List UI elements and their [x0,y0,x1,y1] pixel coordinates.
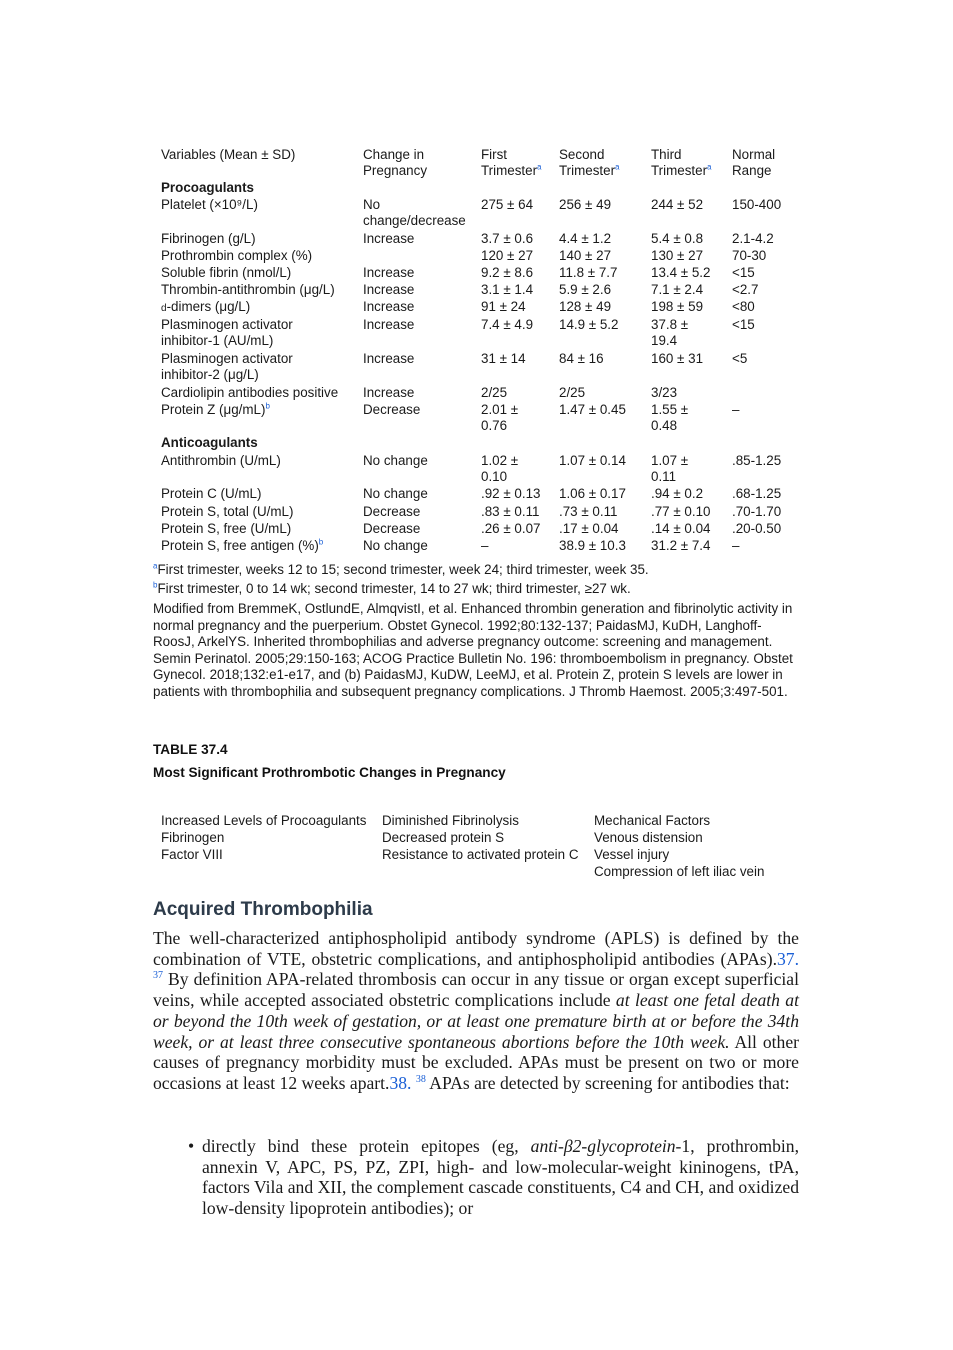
footnote-a-ref: a [707,162,712,172]
row-first: 2.01 ± [481,402,519,417]
row-second: 1.47 ± 0.45 [559,402,626,417]
footnote-a: $^a$First trimester, weeks 12 to 15; second trimester, week 24; third trimester, week 35. [153,561,649,577]
section-procoagulants: Procoagulants [161,180,255,195]
row-first: .92 ± 0.13 [481,486,541,501]
header-third-line1: Third [651,147,682,162]
table-source-note: Modified from BremmeK, OstlundE, AlmqvistI, et al. Enhanced thrombin generation and fibrinolytic activity in normal pregnancy and the puerperium. Obstet Gynecol. 1992;80:132-137; PaidasMJ, KuDH, Langhoff-RoosJ, ArkelYS. Inherited thrombophilias and adverse pregnancy outcome: screening and management. Semin Perinatol. 2005;29:150-163; ACOG Practice Bulletin No. 196: thromboembolism in pregnancy. Obstet Gynecol. 2018;132:e1-e17, and (b) PaidasMJ, KuDW, LeeMJ, et al. Protein Z, protein S levels are lower in patients with thrombophilia and subsequent pregnancy complications. J Thromb Haemost. 2005;3:497-501. [153,601,793,699]
row-normal: <80 [732,299,755,314]
row-change: Increase [363,282,415,297]
cell: Venous distension [594,830,703,845]
row-third: 3/23 [651,385,678,400]
column-procoagulants [161,812,366,863]
cell: Factor VIII [161,847,223,862]
row-first: 0.76 [481,418,508,433]
row-first: 7.4 ± 4.9 [481,317,534,332]
row-second: 38.9 ± 10.3 [559,538,626,553]
row-second: 1.07 ± 0.14 [559,453,626,468]
row-label: inhibitor-1 (AU/mL) [161,333,274,348]
row-normal: 150-400 [732,197,782,212]
row-first: 3.7 ± 0.6 [481,231,534,246]
row-normal: <2.7 [732,282,759,297]
body-paragraph: The well-characterized antiphospholipid antibody syndrome (APLS) is defined by the combination of VTE, obstetric complications, and antiphospholipid antibodies (APAs).37. $^{37}$ By definition APA-related thrombosis can occur in any tissue or organ except superficial veins, while accepted associated obstetric complications include at least one fetal death at or beyond the 10th week of gestation, or at least one premature birth at or before the 34th week, or at least three consecutive spontaneous abortions before the 10th week. All other causes of pregnancy morbidity must be excluded. APAs must be present on two or more occasions at least 12 weeks apart.38. $^{38}$ APAs are detected by screening for antibodies that: [153,928,799,1093]
cell: Resistance to activated protein C [382,847,579,862]
row-normal: .70-1.70 [732,504,782,519]
row-third: 244 ± 52 [651,197,704,212]
row-first: 31 ± 14 [481,351,526,366]
header-normal-line2: Range [732,163,772,178]
row-second: 256 ± 49 [559,197,612,212]
reference-superscript: 38 [415,1074,426,1086]
row-normal: <15 [732,317,755,332]
cell: Vessel injury [594,847,670,862]
row-label: Platelet (×10⁹/L) [161,197,258,212]
row-second: .17 ± 0.04 [559,521,619,536]
row-label: d-dimers (μg/L) [161,299,251,314]
section-anticoagulants: Anticoagulants [161,435,258,450]
row-first: 91 ± 24 [481,299,526,314]
row-change: Decrease [363,504,421,519]
row-change: No change [363,486,428,501]
header-first-line2: Trimester$^a$ [481,162,542,178]
cell: Fibrinogen [161,830,225,845]
row-third: 130 ± 27 [651,248,704,263]
footnote-a-ref: a [537,162,542,172]
header-variables: Variables (Mean ± SD) [161,147,296,162]
row-label: Protein S, total (U/mL) [161,504,294,519]
row-normal: – [732,538,740,553]
row-normal: .20-0.50 [732,521,782,536]
column-fibrinolysis [382,812,579,863]
row-change: Increase [363,231,415,246]
row-label: Plasminogen activator [161,351,293,366]
footnote-b: $^b$First trimester, 0 to 14 wk; second trimester, 14 to 27 wk; third trimester, ≥27 wk. [153,580,631,596]
row-third: 19.4 [651,333,678,348]
header-second-line2: Trimester$^a$ [559,162,620,178]
row-label: Thrombin-antithrombin (μg/L) [161,282,335,297]
row-first: 1.02 ± [481,453,519,468]
row-first: .83 ± 0.11 [481,504,540,519]
bullet-list-item [188,1136,799,1219]
row-third: 31.2 ± 7.4 [651,538,711,553]
row-change: Increase [363,385,415,400]
row-normal: .85-1.25 [732,453,782,468]
header-second-line1: Second [559,147,605,162]
row-label: Soluble fibrin (nmol/L) [161,265,292,280]
row-label: Fibrinogen (g/L) [161,231,256,246]
row-change: Decrease [363,521,421,536]
table-label: TABLE 37.4 [153,742,228,757]
row-third: 1.55 ± [651,402,689,417]
row-change: Increase [363,317,415,332]
row-label: inhibitor-2 (μg/L) [161,367,259,382]
row-second: 5.9 ± 2.6 [559,282,612,297]
row-change: No [363,197,381,212]
reference-superscript: 37 [153,970,163,982]
row-third: .14 ± 0.04 [651,521,711,536]
row-third: 1.07 ± [651,453,689,468]
row-label: Protein C (U/mL) [161,486,262,501]
row-first: 120 ± 27 [481,248,534,263]
row-normal: 70-30 [732,248,767,263]
row-third: 37.8 ± [651,317,689,332]
cell-header: Diminished Fibrinolysis [382,813,519,828]
row-first: .26 ± 0.07 [481,521,541,536]
bullet-icon: • [188,1136,195,1156]
row-second: 11.8 ± 7.7 [559,265,618,280]
row-third: 160 ± 31 [651,351,704,366]
row-change: Increase [363,351,415,366]
row-change: change/decrease [363,213,466,228]
row-normal: – [732,402,740,417]
footnote-b-ref: b [318,537,324,547]
row-label: Protein S, free antigen (%)$^b$ [161,537,324,553]
row-third: .94 ± 0.2 [651,486,704,501]
row-second: 140 ± 27 [559,248,612,263]
header-first-line1: First [481,147,508,162]
row-change: Increase [363,299,415,314]
row-label: Antithrombin (U/mL) [161,453,281,468]
row-change: No change [363,538,428,553]
header-normal-line1: Normal [732,147,776,162]
header-change-line2: Pregnancy [363,163,428,178]
row-second: 1.06 ± 0.17 [559,486,626,501]
row-second: 4.4 ± 1.2 [559,231,612,246]
section-heading: Acquired Thrombophilia [153,899,373,920]
cell: Compression of left iliac vein [594,864,765,879]
header-change-line1: Change in [363,147,425,162]
row-second: 2/25 [559,385,586,400]
lab-values-table [161,146,801,556]
bullet-text: directly bind these protein epitopes (eg, anti-β2-glycoprotein-1, prothrombin, annexin V, APC, PS, PZ, ZPI, high- and low-molecular-weight kininogens, tPA, factors Vila and XII, the complement cascade constituents, C4 and CH, and oxidized low-density lipoprotein antibodies); or [202,1136,799,1219]
row-normal: <15 [732,265,755,280]
row-first: 3.1 ± 1.4 [481,282,534,297]
row-second: 14.9 ± 5.2 [559,317,619,332]
reference-link-37[interactable]: 37. [777,948,799,969]
row-label: Protein S, free (U/mL) [161,521,292,536]
row-third: 198 ± 59 [651,299,704,314]
row-third: .77 ± 0.10 [651,504,711,519]
footnote-a-ref: a [615,162,620,172]
column-mechanical [594,812,764,880]
row-label: Cardiolipin antibodies positive [161,385,339,400]
footnote-b-ref: b [265,401,270,411]
row-change: No change [363,453,428,468]
row-third: 13.4 ± 5.2 [651,265,711,280]
row-change: Decrease [363,402,421,417]
row-third: 0.48 [651,418,678,433]
row-first: 0.10 [481,469,508,484]
row-third: 5.4 ± 0.8 [651,231,704,246]
row-third: 7.1 ± 2.4 [651,282,704,297]
row-first: – [481,538,489,553]
row-change: Increase [363,265,415,280]
row-first: 9.2 ± 8.6 [481,265,534,280]
row-label: Prothrombin complex (%) [161,248,313,263]
row-label: Protein Z $(\mu g/mL)^b$ [161,401,270,417]
row-third: 0.11 [651,469,677,484]
row-second: 128 ± 49 [559,299,612,314]
reference-link-38[interactable]: 38. [389,1072,412,1093]
row-second: .73 ± 0.11 [559,504,618,519]
row-first: 275 ± 64 [481,197,534,212]
row-normal: 2.1-4.2 [732,231,774,246]
row-normal: <5 [732,351,748,366]
header-third-line2: Trimester$^a$ [651,162,712,178]
row-normal: .68-1.25 [732,486,782,501]
row-second: 84 ± 16 [559,351,604,366]
row-first: 2/25 [481,385,508,400]
row-label: Plasminogen activator [161,317,293,332]
table-caption: Most Significant Prothrombotic Changes in Pregnancy [153,765,506,780]
cell-header: Mechanical Factors [594,813,711,828]
cell: Decreased protein S [382,830,505,845]
cell-header: Increased Levels of Procoagulants [161,813,367,828]
